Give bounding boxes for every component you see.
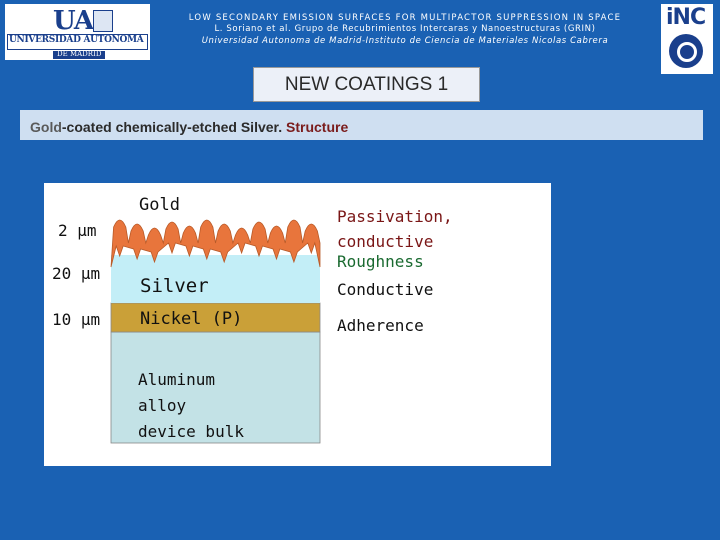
coating-structure-diagram — [44, 183, 551, 466]
header-project-title: LOW SECONDARY EMISSION SURFACES FOR MULTIPACTOR SUPPRESSION IN SPACE — [188, 13, 622, 23]
subtitle-structure: Structure — [286, 119, 349, 135]
nickel-property: Adherence — [337, 316, 424, 335]
uam-logo — [5, 4, 150, 60]
uam-logo-university: UNIVERSIDAD AUTONOMA — [9, 35, 144, 45]
swirl-icon — [669, 34, 703, 68]
aluminum-layer-label-line3: device bulk — [138, 422, 244, 441]
roughness-property: Roughness — [337, 252, 424, 271]
icmm-logo — [661, 4, 713, 74]
uam-logo-letters: UA — [53, 6, 94, 36]
slide-subtitle — [30, 119, 348, 135]
gold-layer-label: Gold — [139, 195, 180, 215]
aluminum-layer-label-line2: alloy — [138, 396, 187, 415]
header-institution: Universidad Autonoma de Madrid-Instituto de Ciencia de Materiales Nicolas Cabrera — [201, 36, 609, 46]
header-authors: L. Soriano et al. Grupo de Recubrimientos Intercaras y Nanoestructuras (GRIN) — [214, 24, 596, 34]
uam-logo-madrid: DE MADRID — [57, 50, 102, 58]
uam-crest-icon — [93, 10, 113, 32]
gold-property-line1: Passivation, — [337, 207, 453, 226]
layer-stack-graphic — [44, 183, 551, 466]
silver-layer-label: Silver — [140, 275, 209, 297]
silver-thickness-label: 20 μm — [52, 264, 101, 283]
aluminum-layer-label-line1: Aluminum — [138, 370, 216, 389]
gold-property-line2: conductive — [337, 232, 434, 251]
silver-property: Conductive — [337, 280, 434, 299]
gold-thickness-label: 2 μm — [58, 221, 97, 240]
subtitle-gold: Gold — [30, 119, 62, 135]
subtitle-text: -coated chemically-etched Silver. — [61, 119, 286, 135]
slide-title-box — [253, 67, 480, 102]
slide-title: NEW COATINGS 1 — [284, 74, 449, 95]
nickel-layer-label: Nickel (P) — [140, 309, 243, 329]
nickel-thickness-label: 10 μm — [52, 310, 101, 329]
icmm-logo-letters: iNC — [666, 5, 706, 30]
subtitle-bar — [20, 110, 703, 140]
